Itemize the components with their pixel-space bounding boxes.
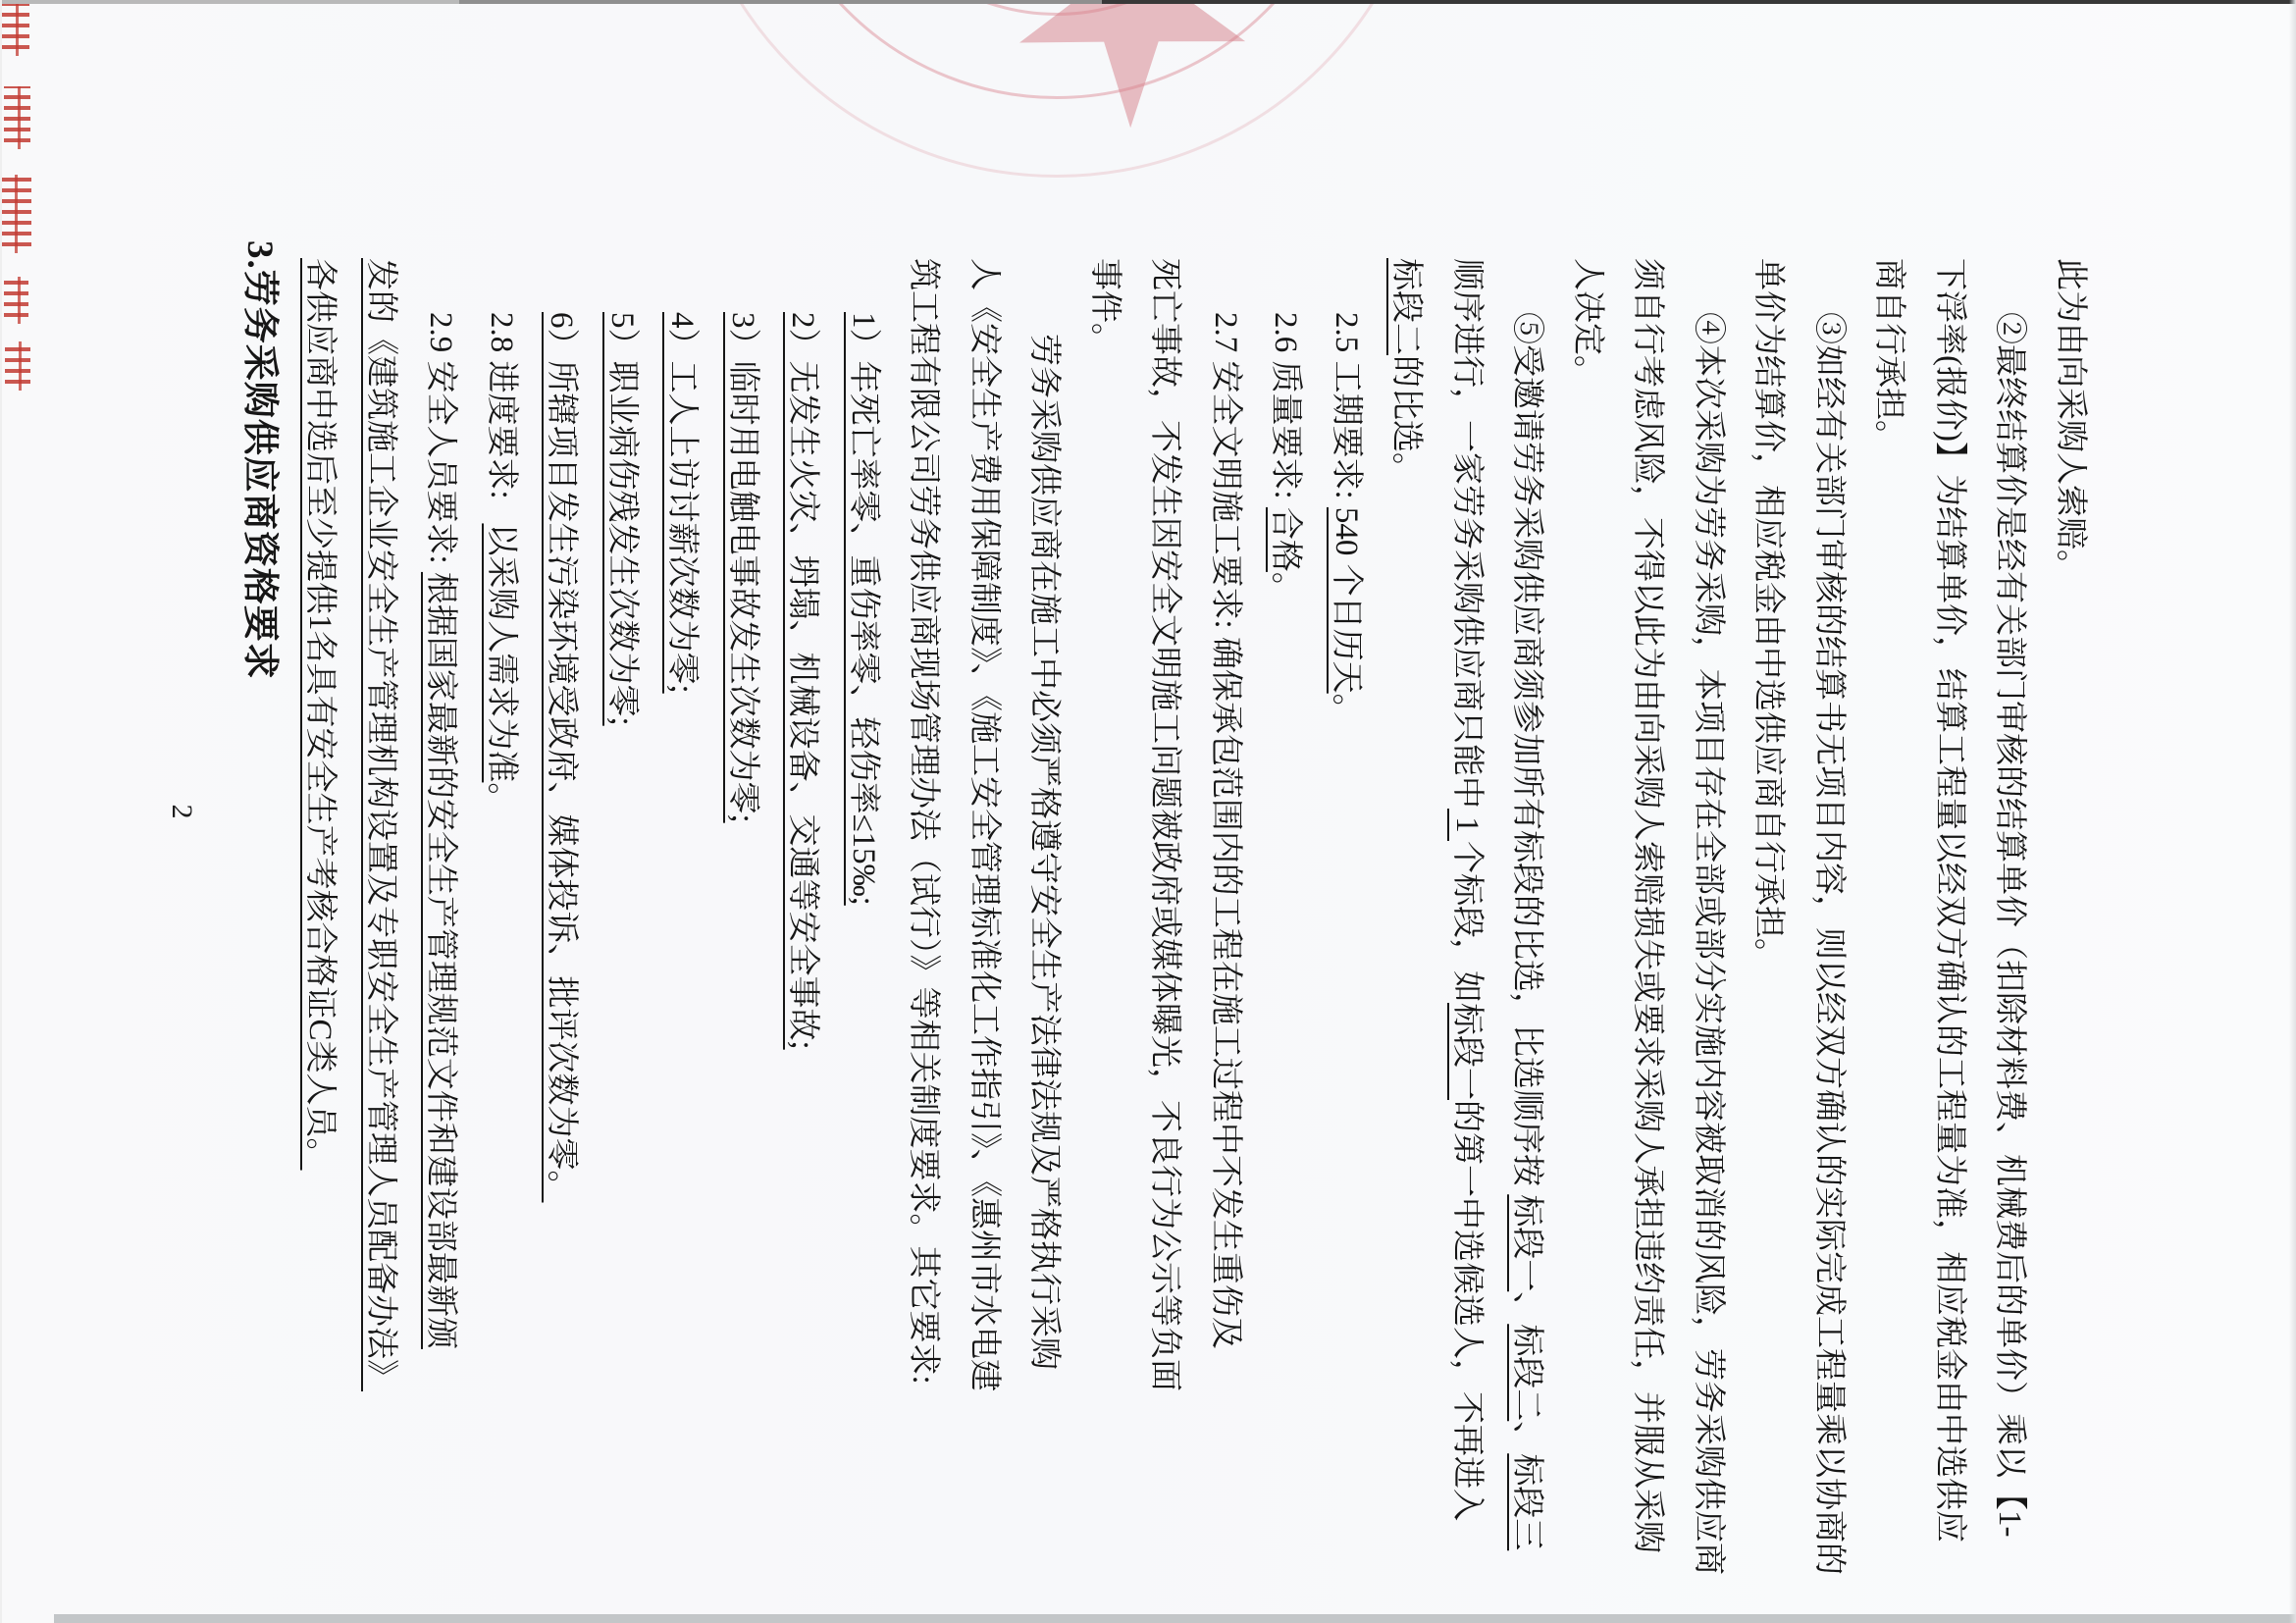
document-text [230,0,2101,1623]
text-line [1014,0,1074,1623]
red-stamp-fragment [2,2,29,56]
text-segment: 2.9 安全人员要求: [423,312,459,572]
text-line [592,0,652,1623]
underlined-text: 标段三 [1509,1453,1545,1551]
text-segment: ③如经有关部门审核的结算书无项目内容，则以经双方确认的实际完成工程量乘以协商的 [1811,312,1847,1575]
text-segment: 的第一中选候选人，不再进入 [1449,1100,1485,1521]
text-line [2040,0,2101,1623]
text-line [1316,0,1377,1623]
text-line [954,0,1015,1623]
text-line [1074,0,1135,1623]
text-line [772,0,833,1623]
text-segment: 死亡事故，不发生因安全文明施工问题被政府或媒体曝光，不良行为公示等负面 [1147,258,1183,1391]
text-segment: 2.7 安全文明施工要求: 确保承包范围内的工程在施工过程中不发生重伤及 [1208,312,1243,1349]
underlined-text: 标段一 [1509,1194,1545,1292]
text-segment: 的比选。 [1388,355,1425,485]
text-segment: 、 [1509,1291,1545,1325]
text-segment: 筑工程有限公司劳务供应商现场管理办法（试行）》等相关制度要求。其它要求: [906,258,942,1385]
text-line [1979,0,2040,1623]
underlined-text: 2）无发生火灾、坍塌、机械设备、交通等安全事故; [785,312,821,1050]
text-line [531,0,592,1623]
text-segment: 顺序进行，一家劳务采购供应商只能中 [1449,258,1485,809]
text-line [833,0,894,1623]
underlined-text: 1 [1449,809,1485,841]
text-segment: 人决定。 [1570,258,1605,388]
text-line [1678,0,1739,1623]
text-line [1799,0,1859,1623]
text-segment: 3.劳务采购供应商资格要求 [239,240,280,680]
text-line [289,0,350,1623]
text-segment: ④本次采购为劳务采购，本项目存在全部或部分实施内容被取消的风险，劳务采购供应商 [1691,312,1726,1575]
underlined-text: 发的《建筑施工企业安全生产管理机构设置及专职安全生产管理人员配备办法》 [363,258,398,1391]
text-segment: ②最终结算价是经有关部门审核的结算单价（扣除材料费、机械费后的单价）乘以【1- [1992,312,2028,1538]
text-segment: 须自行考虑风险，不得以此为由向采购人索赔损失或要求采购人承担违约责任，并服从采购 [1630,258,1666,1553]
text-line [1738,0,1799,1623]
text-segment: 事件。 [1087,258,1122,355]
text-segment: ⑤受邀请劳务采购供应商须参加所有标段的比选，比选顺序按 [1509,312,1545,1195]
text-line [1134,0,1195,1623]
underlined-text: 合格 [1268,506,1304,572]
text-segment: 商自行承担。 [1871,258,1907,452]
text-segment: 2.8 进度要求: [484,312,519,524]
text-segment: 2.5 工期要求: [1329,312,1364,507]
underlined-text: 标段二 [1509,1324,1545,1422]
underlined-text: 标段一 [1449,1003,1485,1100]
scan-edge-top [0,0,2296,4]
text-line [1557,0,1618,1623]
text-segment: 下浮率(报价)】为结算单价，结算工程量以经双方确认的工程量为准，相应税金由中选供应 [1932,258,1967,1543]
text-line [1376,0,1436,1623]
text-line [471,0,532,1623]
text-line [1496,0,1557,1623]
underlined-text: 6）所辖项目发生污染环境受政府、媒体投诉、批评次数为零。 [544,312,580,1203]
text-line [1858,0,1919,1623]
text-segment: 此为由向采购人索赔。 [2053,258,2088,582]
text-line [712,0,773,1623]
underlined-text: 4）工人上访讨薪次数为零; [664,312,701,694]
scan-edge-right [2289,0,2296,1623]
text-line [1195,0,1256,1623]
text-segment: 。 [1268,571,1304,604]
underlined-text: 5）职业病伤残发生次数为零; [604,312,640,726]
red-stamp-fragment [4,277,28,324]
red-stamp-fragment [5,341,30,391]
scan-edge-left [0,0,2,1623]
text-line [652,0,712,1623]
text-segment: 、 [1509,1421,1545,1454]
section-heading [230,0,290,1623]
red-stamp-fragment [4,86,30,149]
text-line [893,0,954,1623]
text-line [1255,0,1316,1623]
text-segment: 。 [1329,693,1364,726]
underlined-text: 1）年死亡率零、重伤率零、轻伤率≤15‰; [846,312,881,906]
underlined-text: 标段二 [1388,258,1425,355]
text-segment: 个标段，如 [1449,841,1485,1003]
text-line [350,0,411,1623]
underlined-text: 3）临时用电触电事故发生次数为零; [725,312,760,823]
text-segment: 劳务采购供应商在施工中必须严格遵守安全生产法律法规及严格执行采购 [1026,334,1063,1370]
text-segment: 单价为结算价，相应税金由中选供应商自行承担。 [1750,258,1787,970]
text-segment: 2.6 质量要求: [1268,312,1304,507]
text-line [1436,0,1497,1623]
text-segment: 人《安全生产费用保障制度》、《施工安全管理标准化工作指引》、《惠州市水电建 [966,258,1002,1391]
underlined-text: 以采购人需求为准 [484,523,519,783]
text-line [1617,0,1678,1623]
underlined-text: 540 个日历天 [1329,506,1364,694]
underlined-text: 根据国家最新的安全生产管理规范文件和建设部最新颁 [423,571,459,1349]
scan-edge-bottom [54,1614,2296,1623]
text-line [410,0,471,1623]
red-stamp-fragment [1,175,31,253]
text-line [1919,0,1980,1623]
page-number: 2 [166,804,198,819]
underlined-text: 各供应商中选后至少提供1名具有安全生产考核合格证C类人员。 [302,258,339,1171]
text-segment: 。 [484,782,519,815]
